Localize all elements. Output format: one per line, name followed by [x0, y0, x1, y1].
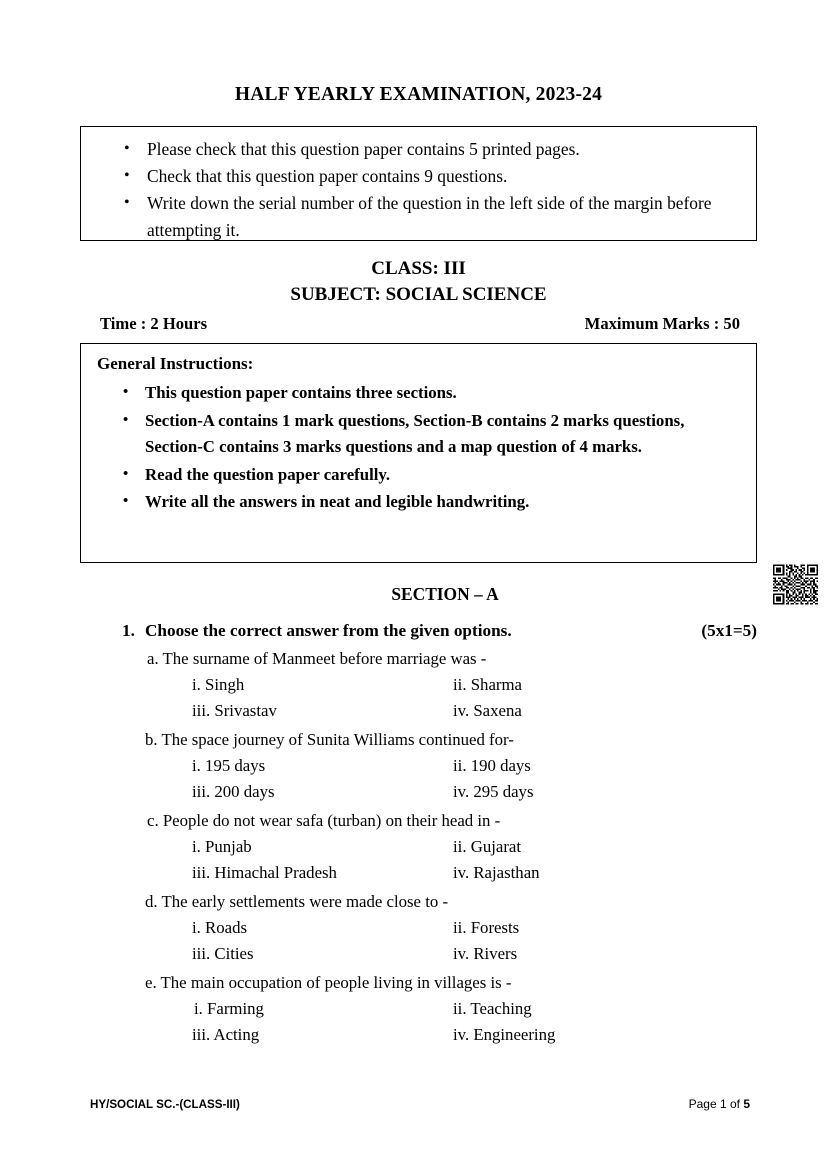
option-iii: iii. Cities	[192, 944, 254, 963]
sub-question-a	[145, 646, 757, 724]
option-ii: ii. Sharma	[453, 675, 522, 694]
option-row	[145, 1022, 757, 1048]
option-iv: iv. Saxena	[453, 701, 522, 720]
option-iii: iii. Acting	[192, 1025, 260, 1044]
sub-question-b	[145, 727, 757, 805]
sub-question-stem: b. The space journey of Sunita Williams continued for-	[145, 730, 514, 749]
question-number: 1.	[122, 621, 135, 640]
page-footer	[90, 1097, 750, 1111]
footer-page-number	[689, 1097, 750, 1111]
sub-question-stem: e. The main occupation of people living in villages is -	[145, 973, 512, 992]
option-ii: ii. 190 days	[453, 756, 531, 775]
qr-code-icon	[773, 562, 818, 607]
sub-question-stem: a. The surname of Manmeet before marriage was -	[147, 649, 487, 668]
option-i: i. Punjab	[192, 837, 252, 856]
general-instructions-box	[80, 343, 757, 563]
footer-paper-code: HY/SOCIAL SC.-(CLASS-III)	[90, 1098, 240, 1111]
list-item	[97, 462, 744, 489]
maximum-marks-label: Maximum Marks : 50	[584, 314, 740, 333]
instruction-text: Read the question paper carefully.	[145, 464, 391, 484]
list-item	[81, 163, 746, 190]
sub-question-stem: c. People do not wear safa (turban) on their head in -	[147, 811, 501, 830]
option-iii: iii. Himachal Pradesh	[192, 863, 337, 882]
question-1-heading	[122, 619, 757, 643]
section-a-heading: SECTION – A	[391, 584, 499, 604]
question-1-block	[122, 619, 757, 1048]
notice-item-text: Write down the serial number of the question in the left side of the margin before attempting it.	[147, 193, 712, 240]
option-row	[145, 941, 757, 967]
sub-question-d	[145, 889, 757, 967]
option-ii: ii. Teaching	[453, 999, 532, 1018]
sub-question-stem: d. The early settlements were made close to -	[145, 892, 449, 911]
page-number-prefix: Page 1 of	[688, 1097, 744, 1111]
question-marks: (5x1=5)	[701, 621, 757, 640]
option-iv: iv. Engineering	[453, 1025, 556, 1044]
printed-pages-notice-box	[80, 126, 757, 241]
option-row	[145, 860, 757, 886]
list-item	[81, 136, 746, 163]
page-total: 5	[743, 1097, 750, 1111]
option-i: i. Farming	[194, 999, 264, 1018]
option-row	[145, 915, 757, 941]
option-iv: iv. Rajasthan	[453, 863, 540, 882]
subject-label: SUBJECT: SOCIAL SCIENCE	[290, 284, 547, 305]
option-row	[145, 996, 757, 1022]
class-label: CLASS: III	[371, 258, 466, 279]
exam-meta-row	[100, 314, 740, 334]
instruction-text: This question paper contains three sections.	[145, 383, 457, 402]
option-row	[145, 753, 757, 779]
general-instructions-list	[97, 380, 744, 516]
option-row	[145, 698, 757, 724]
option-row	[145, 672, 757, 698]
list-item	[97, 489, 744, 516]
option-ii: ii. Forests	[453, 918, 520, 937]
time-allowed-label: Time : 2 Hours	[100, 314, 208, 333]
list-item	[81, 190, 746, 244]
option-iv: iv. 295 days	[453, 782, 534, 801]
question-text: Choose the correct answer from the given options.	[145, 621, 512, 640]
sub-question-e	[145, 970, 757, 1048]
option-iii: iii. Srivastav	[192, 701, 277, 720]
general-instructions-heading: General Instructions:	[97, 354, 254, 373]
page-title: HALF YEARLY EXAMINATION, 2023-24	[234, 84, 603, 105]
option-i: i. Roads	[192, 918, 248, 937]
instruction-text: Write all the answers in neat and legible handwriting.	[145, 492, 530, 511]
notice-item-text: Please check that this question paper contains 5 printed pages.	[147, 139, 580, 159]
notice-list	[81, 127, 756, 244]
list-item	[97, 408, 744, 461]
instruction-text: Section-A contains 1 mark questions, Section-B contains 2 marks questions, Section-C contains 3 marks questions and a map question of 4 marks.	[145, 410, 685, 456]
list-item	[97, 380, 744, 407]
option-iii: iii. 200 days	[192, 782, 275, 801]
notice-item-text: Check that this question paper contains 9 questions.	[147, 166, 508, 186]
sub-question-c	[145, 808, 757, 886]
option-iv: iv. Rivers	[453, 944, 518, 963]
option-i: i. 195 days	[192, 756, 266, 775]
option-row	[145, 779, 757, 805]
option-i: i. Singh	[192, 675, 245, 694]
option-row	[145, 834, 757, 860]
option-ii: ii. Gujarat	[453, 837, 522, 856]
